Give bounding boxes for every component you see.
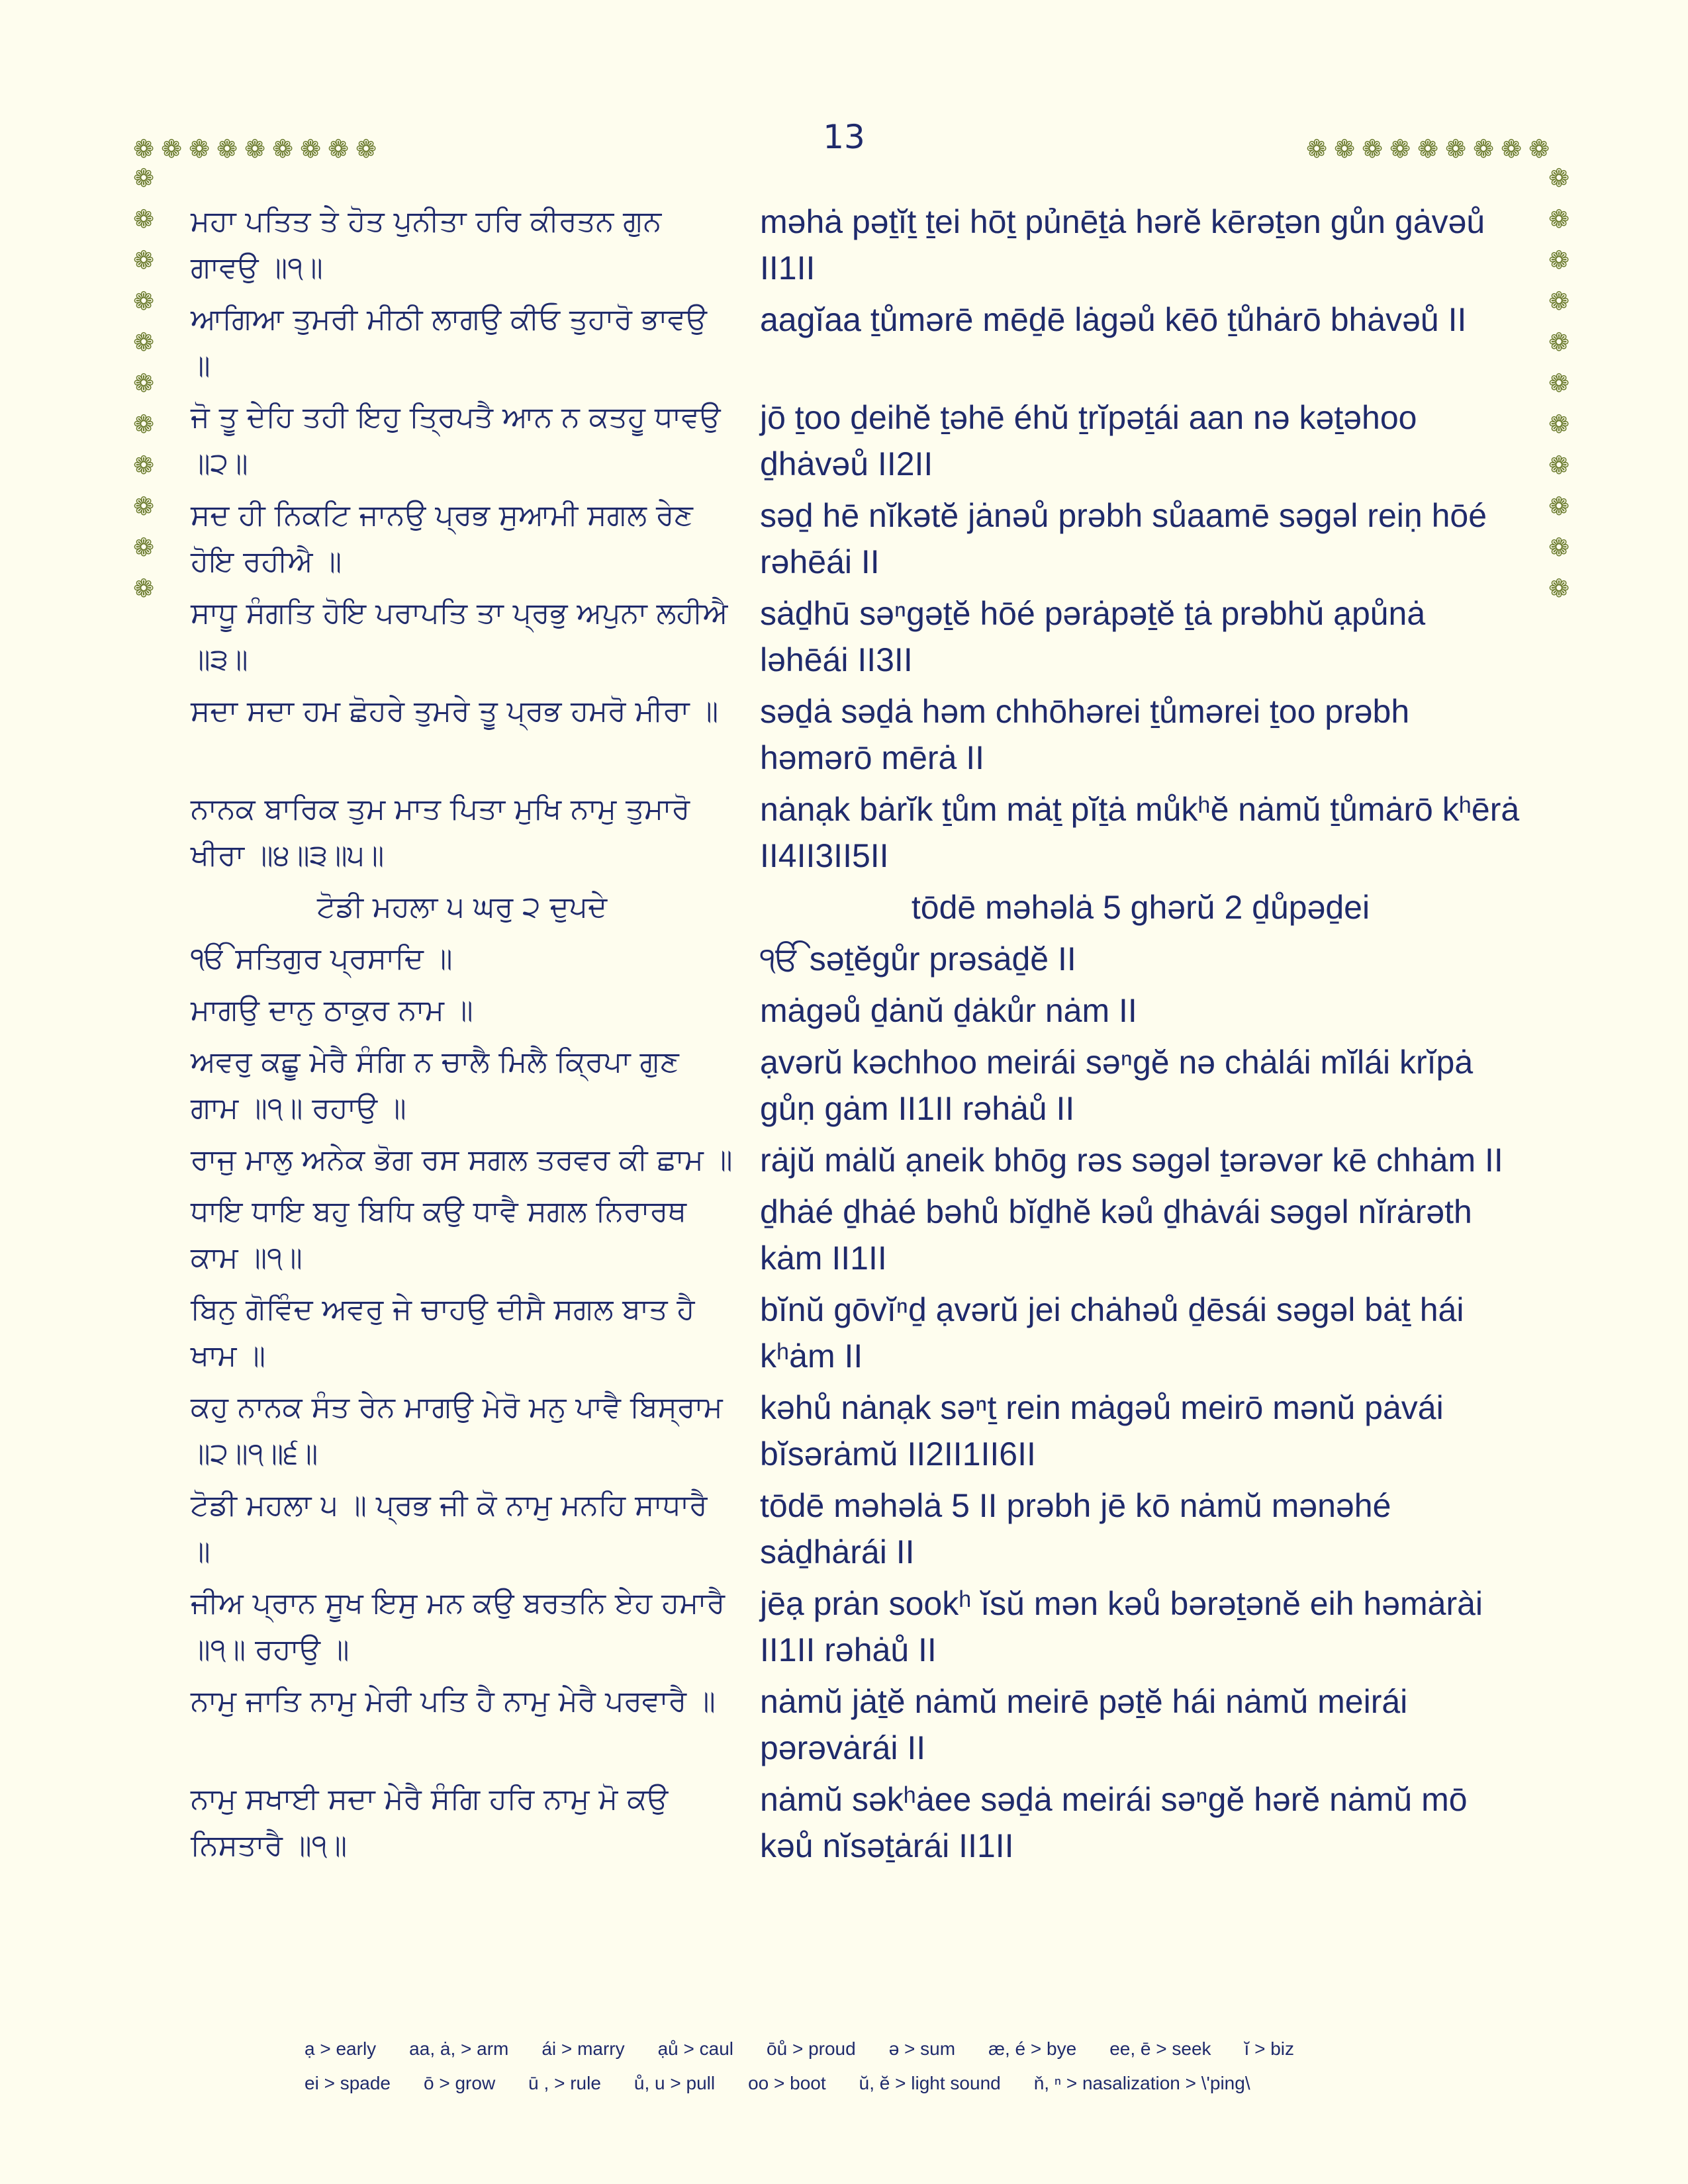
legend-entry: ō > grow bbox=[424, 2073, 496, 2093]
gurmukhi-text: ਸਦਾ ਸਦਾ ਹਮ ਛੋਹਰੇ ਤੁਮਰੇ ਤੂ ਪ੍ਰਭ ਹਮਰੋ ਮੀਰਾ ॥ bbox=[191, 694, 719, 728]
flower-ornament-icon: ❁ bbox=[161, 134, 182, 163]
legend-row bbox=[305, 2073, 1327, 2094]
flower-ornament-icon: ❁ bbox=[1501, 134, 1522, 163]
verse-row bbox=[191, 1189, 1521, 1281]
flower-ornament-icon: ❁ bbox=[1548, 246, 1570, 275]
legend-entry: ŭ, ĕ > light sound bbox=[859, 2073, 1001, 2093]
flower-ornament-icon: ❁ bbox=[133, 451, 154, 480]
legend-entry: oo > boot bbox=[748, 2073, 826, 2093]
verse-row bbox=[191, 1678, 1521, 1771]
flower-ornament-icon: ❁ bbox=[1548, 533, 1570, 562]
gurmukhi-text: ਜੋ ਤੂ ਦੇਹਿ ਤਹੀ ਇਹੁ ਤ੍ਰਿਪਤੈ ਆਨ ਨ ਕਤਹੂ ਧਾਵਉ ॥੨॥ bbox=[191, 400, 721, 480]
page-number: 13 bbox=[823, 118, 865, 156]
flower-ornament-icon: ❁ bbox=[189, 134, 210, 163]
flower-ornament-icon: ❁ bbox=[1548, 287, 1570, 316]
verse-row bbox=[191, 1482, 1521, 1575]
flower-ornament-icon: ❁ bbox=[1548, 328, 1570, 357]
transliteration-text: sȧḏhū səⁿgəṯĕ hōé pərȧpəṯĕ ṯȧ prəbhŭ ạpůnȧ ləhēái II3II bbox=[760, 595, 1426, 678]
pronunciation-legend bbox=[305, 2038, 1327, 2107]
verse-row bbox=[191, 394, 1521, 487]
flower-ornament-icon: ❁ bbox=[133, 369, 154, 398]
flower-ornament-icon: ❁ bbox=[244, 134, 265, 163]
gurmukhi-text: ਆਗਿਆ ਤੁਮਰੀ ਮੀਠੀ ਲਾਗਉ ਕੀਓ ਤੁਹਾਰੋ ਭਾਵਉ ॥ bbox=[191, 302, 707, 383]
flower-ornament-icon: ❁ bbox=[1389, 134, 1411, 163]
verse-row bbox=[191, 786, 1521, 879]
legend-entry: ái > marry bbox=[541, 2038, 625, 2059]
verse-row bbox=[191, 936, 1521, 982]
gurmukhi-text: ਟੋਡੀ ਮਹਲਾ ੫ ਘਰੁ ੨ ਦੁਪਦੇ bbox=[316, 890, 608, 924]
gurmukhi-text: ਬਿਨੁ ਗੋਵਿੰਦ ਅਵਰੁ ਜੇ ਚਾਹਉ ਦੀਸੈ ਸਗਲ ਬਾਤ ਹੈ ਖਾਮ ॥ bbox=[191, 1293, 695, 1373]
flower-ornament-icon: ❁ bbox=[1548, 369, 1570, 398]
verse-row bbox=[191, 296, 1521, 389]
verse-row bbox=[191, 1580, 1521, 1673]
flower-ornament-icon: ❁ bbox=[300, 134, 321, 163]
verse-row bbox=[191, 1287, 1521, 1379]
flower-ornament-icon: ❁ bbox=[1548, 492, 1570, 521]
flower-ornament-icon: ❁ bbox=[1528, 134, 1550, 163]
verse-row bbox=[191, 1137, 1521, 1183]
verse-row bbox=[191, 199, 1521, 291]
flower-ornament-icon: ❁ bbox=[1417, 134, 1438, 163]
gurmukhi-text: ਨਾਨਕ ਬਾਰਿਕ ਤੁਮ ਮਾਤ ਪਿਤਾ ਮੁਖਿ ਨਾਮੁ ਤੁਮਾਰੋ ਖੀਰਾ ॥੪॥੩॥੫॥ bbox=[191, 792, 690, 872]
legend-entry: ĭ > biz bbox=[1244, 2038, 1295, 2059]
verse-table bbox=[191, 199, 1521, 1874]
flower-ornament-icon: ❁ bbox=[1548, 410, 1570, 439]
flower-ornament-icon: ❁ bbox=[133, 287, 154, 316]
transliteration-text: aagĭaa ṯůmərē mēḏē lȧgəů kēō ṯůhȧrō bhȧvəů II bbox=[760, 301, 1467, 338]
gurmukhi-text: ਧਾਇ ਧਾਇ ਬਹੁ ਬਿਧਿ ਕਉ ਧਾਵੈ ਸਗਲ ਨਿਰਾਰਥ ਕਾਮ ॥੧॥ bbox=[191, 1195, 687, 1275]
flower-ornament-icon: ❁ bbox=[1548, 205, 1570, 234]
flower-ornament-icon: ❁ bbox=[133, 205, 154, 234]
flower-ornament-icon: ❁ bbox=[1306, 134, 1327, 163]
legend-entry: ň, ⁿ > nasalization > \'ping\ bbox=[1033, 2073, 1250, 2093]
gurmukhi-text: ਨਾਮੁ ਜਾਤਿ ਨਾਮੁ ਮੇਰੀ ਪਤਿ ਹੈ ਨਾਮੁ ਮੇਰੈ ਪਰਵਾਰੈ ॥ bbox=[191, 1684, 716, 1718]
verse-row bbox=[191, 590, 1521, 683]
transliteration-text: ḏhȧé ḏhȧé bəhů bĭḏhĕ kəů ḏhȧvái səgəl nĭrȧrəth kȧm II1II bbox=[760, 1193, 1472, 1277]
flower-ornament-icon: ❁ bbox=[272, 134, 293, 163]
legend-entry: ū , > rule bbox=[528, 2073, 601, 2093]
flower-ornament-icon: ❁ bbox=[133, 574, 154, 603]
verse-row bbox=[191, 1039, 1521, 1132]
flower-ornament-icon: ❁ bbox=[1334, 134, 1355, 163]
gurmukhi-text: ਰਾਜੁ ਮਾਲੁ ਅਨੇਕ ਭੋਗ ਰਸ ਸਗਲ ਤਰਵਰ ਕੀ ਛਾਮ ॥ bbox=[191, 1143, 733, 1177]
legend-entry: ōů > proud bbox=[767, 2038, 856, 2059]
flower-ornament-icon: ❁ bbox=[133, 533, 154, 562]
transliteration-text: jō ṯoo ḏeihĕ ṯəhē éhŭ ṯrĭpəṯái aan nə kəṯəhoo ḏhȧvəů II2II bbox=[760, 399, 1417, 482]
flower-ornament-icon: ❁ bbox=[1362, 134, 1383, 163]
legend-entry: ei > spade bbox=[305, 2073, 391, 2093]
gurmukhi-text: ਟੋਡੀ ਮਹਲਾ ੫ ॥ ਪ੍ਰਭ ਜੀ ਕੋ ਨਾਮੁ ਮਨਹਿ ਸਾਧਾਰੈ ॥ bbox=[191, 1488, 708, 1569]
flower-ornament-icon: ❁ bbox=[133, 328, 154, 357]
legend-entry: ů, u > pull bbox=[633, 2073, 716, 2093]
flower-ornament-icon: ❁ bbox=[216, 134, 238, 163]
gurmukhi-text: ਮਾਗਉ ਦਾਨੁ ਠਾਕੁਰ ਨਾਮ ॥ bbox=[191, 993, 473, 1027]
transliteration-text: kəhů nȧnạk səⁿṯ rein mȧgəů meirō mənŭ pȧvái bĭsərȧmŭ II2II1II6II bbox=[760, 1389, 1444, 1473]
gurmukhi-text: ਮਹਾ ਪਤਿਤ ਤੇ ਹੋਤ ਪੁਨੀਤਾ ਹਰਿ ਕੀਰਤਨ ਗੁਨ ਗਾਵਉ ॥੧॥ bbox=[191, 205, 662, 285]
transliteration-text: tōdē məhəlȧ 5 ghərŭ 2 ḏůpəḏei bbox=[911, 889, 1370, 926]
flower-ornament-icon: ❁ bbox=[355, 134, 377, 163]
flower-ornament-icon: ❁ bbox=[133, 134, 154, 163]
flower-ornament-icon: ❁ bbox=[133, 492, 154, 521]
transliteration-text: səḏ hē nĭkətĕ jȧnəů prəbh sůaamē səgəl reiṇ hōé rəhēái II bbox=[760, 497, 1487, 580]
transliteration-text: nȧnạk bȧrĭk ṯům mȧṯ pĭṯȧ můkʰĕ nȧmŭ ṯůmȧrō kʰērȧ II4II3II5II bbox=[760, 791, 1520, 874]
flower-ornament-icon: ❁ bbox=[1548, 574, 1570, 603]
legend-entry: ee, ē > seek bbox=[1109, 2038, 1211, 2059]
legend-entry: ạů > caul bbox=[657, 2038, 734, 2059]
gurmukhi-text: ਸਦ ਹੀ ਨਿਕਟਿ ਜਾਨਉ ਪ੍ਰਭ ਸੁਆਮੀ ਸਗਲ ਰੇਣ ਹੋਇ ਰਹੀਐ ॥ bbox=[191, 498, 693, 578]
legend-entry: æ, é > bye bbox=[988, 2038, 1077, 2059]
transliteration-text: bĭnŭ gōvĭⁿḏ ạvərŭ jei chȧhəů ḏēsái səgəl bȧṯ hái kʰȧm II bbox=[760, 1291, 1464, 1375]
flower-ornament-icon: ❁ bbox=[1548, 451, 1570, 480]
transliteration-text: nȧmŭ səkʰȧee səḏȧ meirái səⁿgĕ hərĕ nȧmŭ mō kəů nĭsəṯȧrái II1II bbox=[760, 1781, 1468, 1864]
transliteration-text: ạvərŭ kəchhoo meirái səⁿgĕ nə chȧlái mĭlái krĭpȧ gůṇ gȧm II1II rəhȧů II bbox=[760, 1044, 1474, 1127]
flower-ornament-icon: ❁ bbox=[133, 163, 154, 193]
transliteration-text: rȧjŭ mȧlŭ ạneik bhōg rəs səgəl ṯərəvər kē chhȧm II bbox=[760, 1142, 1503, 1179]
flower-ornament-icon: ❁ bbox=[1548, 163, 1570, 193]
legend-entry: ạ > early bbox=[305, 2038, 377, 2059]
legend-entry: ə > sum bbox=[888, 2038, 956, 2059]
verse-row bbox=[191, 688, 1521, 781]
transliteration-text: səḏȧ səḏȧ həm chhōhərei ṯůmərei ṯoo prəbh həmərō mērȧ II bbox=[760, 693, 1410, 776]
transliteration-text: ੴ səṯĕgůr prəsȧḏĕ II bbox=[760, 940, 1076, 978]
gurmukhi-text: ਅਵਰੁ ਕਛੂ ਮੇਰੈ ਸੰਗਿ ਨ ਚਾਲੈ ਮਿਲੈ ਕ੍ਰਿਪਾ ਗੁਣ ਗਾਮ ॥੧॥ ਰਹਾਉ ॥ bbox=[191, 1045, 679, 1125]
verse-row bbox=[191, 987, 1521, 1034]
transliteration-text: nȧmŭ jȧṯĕ nȧmŭ meirē pəṯĕ hái nȧmŭ meirái pərəvȧrái II bbox=[760, 1683, 1408, 1766]
legend-entry: aa, ȧ, > arm bbox=[409, 2038, 509, 2059]
section-heading-row bbox=[191, 884, 1521, 931]
gurmukhi-text: ਕਹੁ ਨਾਨਕ ਸੰਤ ਰੇਨ ਮਾਗਉ ਮੇਰੋ ਮਨੁ ਪਾਵੈ ਬਿਸ੍ਰਾਮ ॥੨॥੧॥੬॥ bbox=[191, 1390, 723, 1471]
transliteration-text: mȧgəů ḏȧnŭ ḏȧkůr nȧm II bbox=[760, 992, 1137, 1029]
flower-ornament-icon: ❁ bbox=[133, 246, 154, 275]
legend-row bbox=[305, 2038, 1327, 2060]
verse-row bbox=[191, 492, 1521, 585]
transliteration-text: jēạ prȧn sookʰ ĭsŭ mən kəů bərəṯənĕ eih həmȧrài II1II rəhȧů II bbox=[760, 1585, 1483, 1668]
verse-row bbox=[191, 1776, 1521, 1869]
verse-row bbox=[191, 1385, 1521, 1477]
transliteration-text: məhȧ pəṯĭṯ ṯei hōṯ pủnēṯȧ hərĕ kērəṯən gůn gȧvəů II1II bbox=[760, 203, 1485, 287]
gurmukhi-text: ਨਾਮੁ ਸਖਾਈ ਸਦਾ ਮੇਰੈ ਸੰਗਿ ਹਰਿ ਨਾਮੁ ਮੋ ਕਉ ਨਿਸਤਾਰੈ ॥੧॥ bbox=[191, 1782, 669, 1862]
flower-ornament-icon: ❁ bbox=[1445, 134, 1466, 163]
gurmukhi-text: ੴ ਸਤਿਗੁਰ ਪ੍ਰਸਾਦਿ ॥ bbox=[191, 942, 453, 976]
gurmukhi-text: ਸਾਧੂ ਸੰਗਤਿ ਹੋਇ ਪਰਾਪਤਿ ਤਾ ਪ੍ਰਭੁ ਅਪੁਨਾ ਲਹੀਐ ॥੩॥ bbox=[191, 596, 728, 676]
transliteration-text: tōdē məhəlȧ 5 II prəbh jē kō nȧmŭ mənəhé sȧḏhȧrái II bbox=[760, 1487, 1391, 1570]
flower-ornament-icon: ❁ bbox=[133, 410, 154, 439]
flower-ornament-icon: ❁ bbox=[328, 134, 349, 163]
flower-ornament-icon: ❁ bbox=[1473, 134, 1494, 163]
gurmukhi-text: ਜੀਅ ਪ੍ਰਾਨ ਸੂਖ ਇਸੁ ਮਨ ਕਉ ਬਰਤਨਿ ਏਹ ਹਮਾਰੈ ॥੧॥ ਰਹਾਉ ॥ bbox=[191, 1586, 726, 1666]
